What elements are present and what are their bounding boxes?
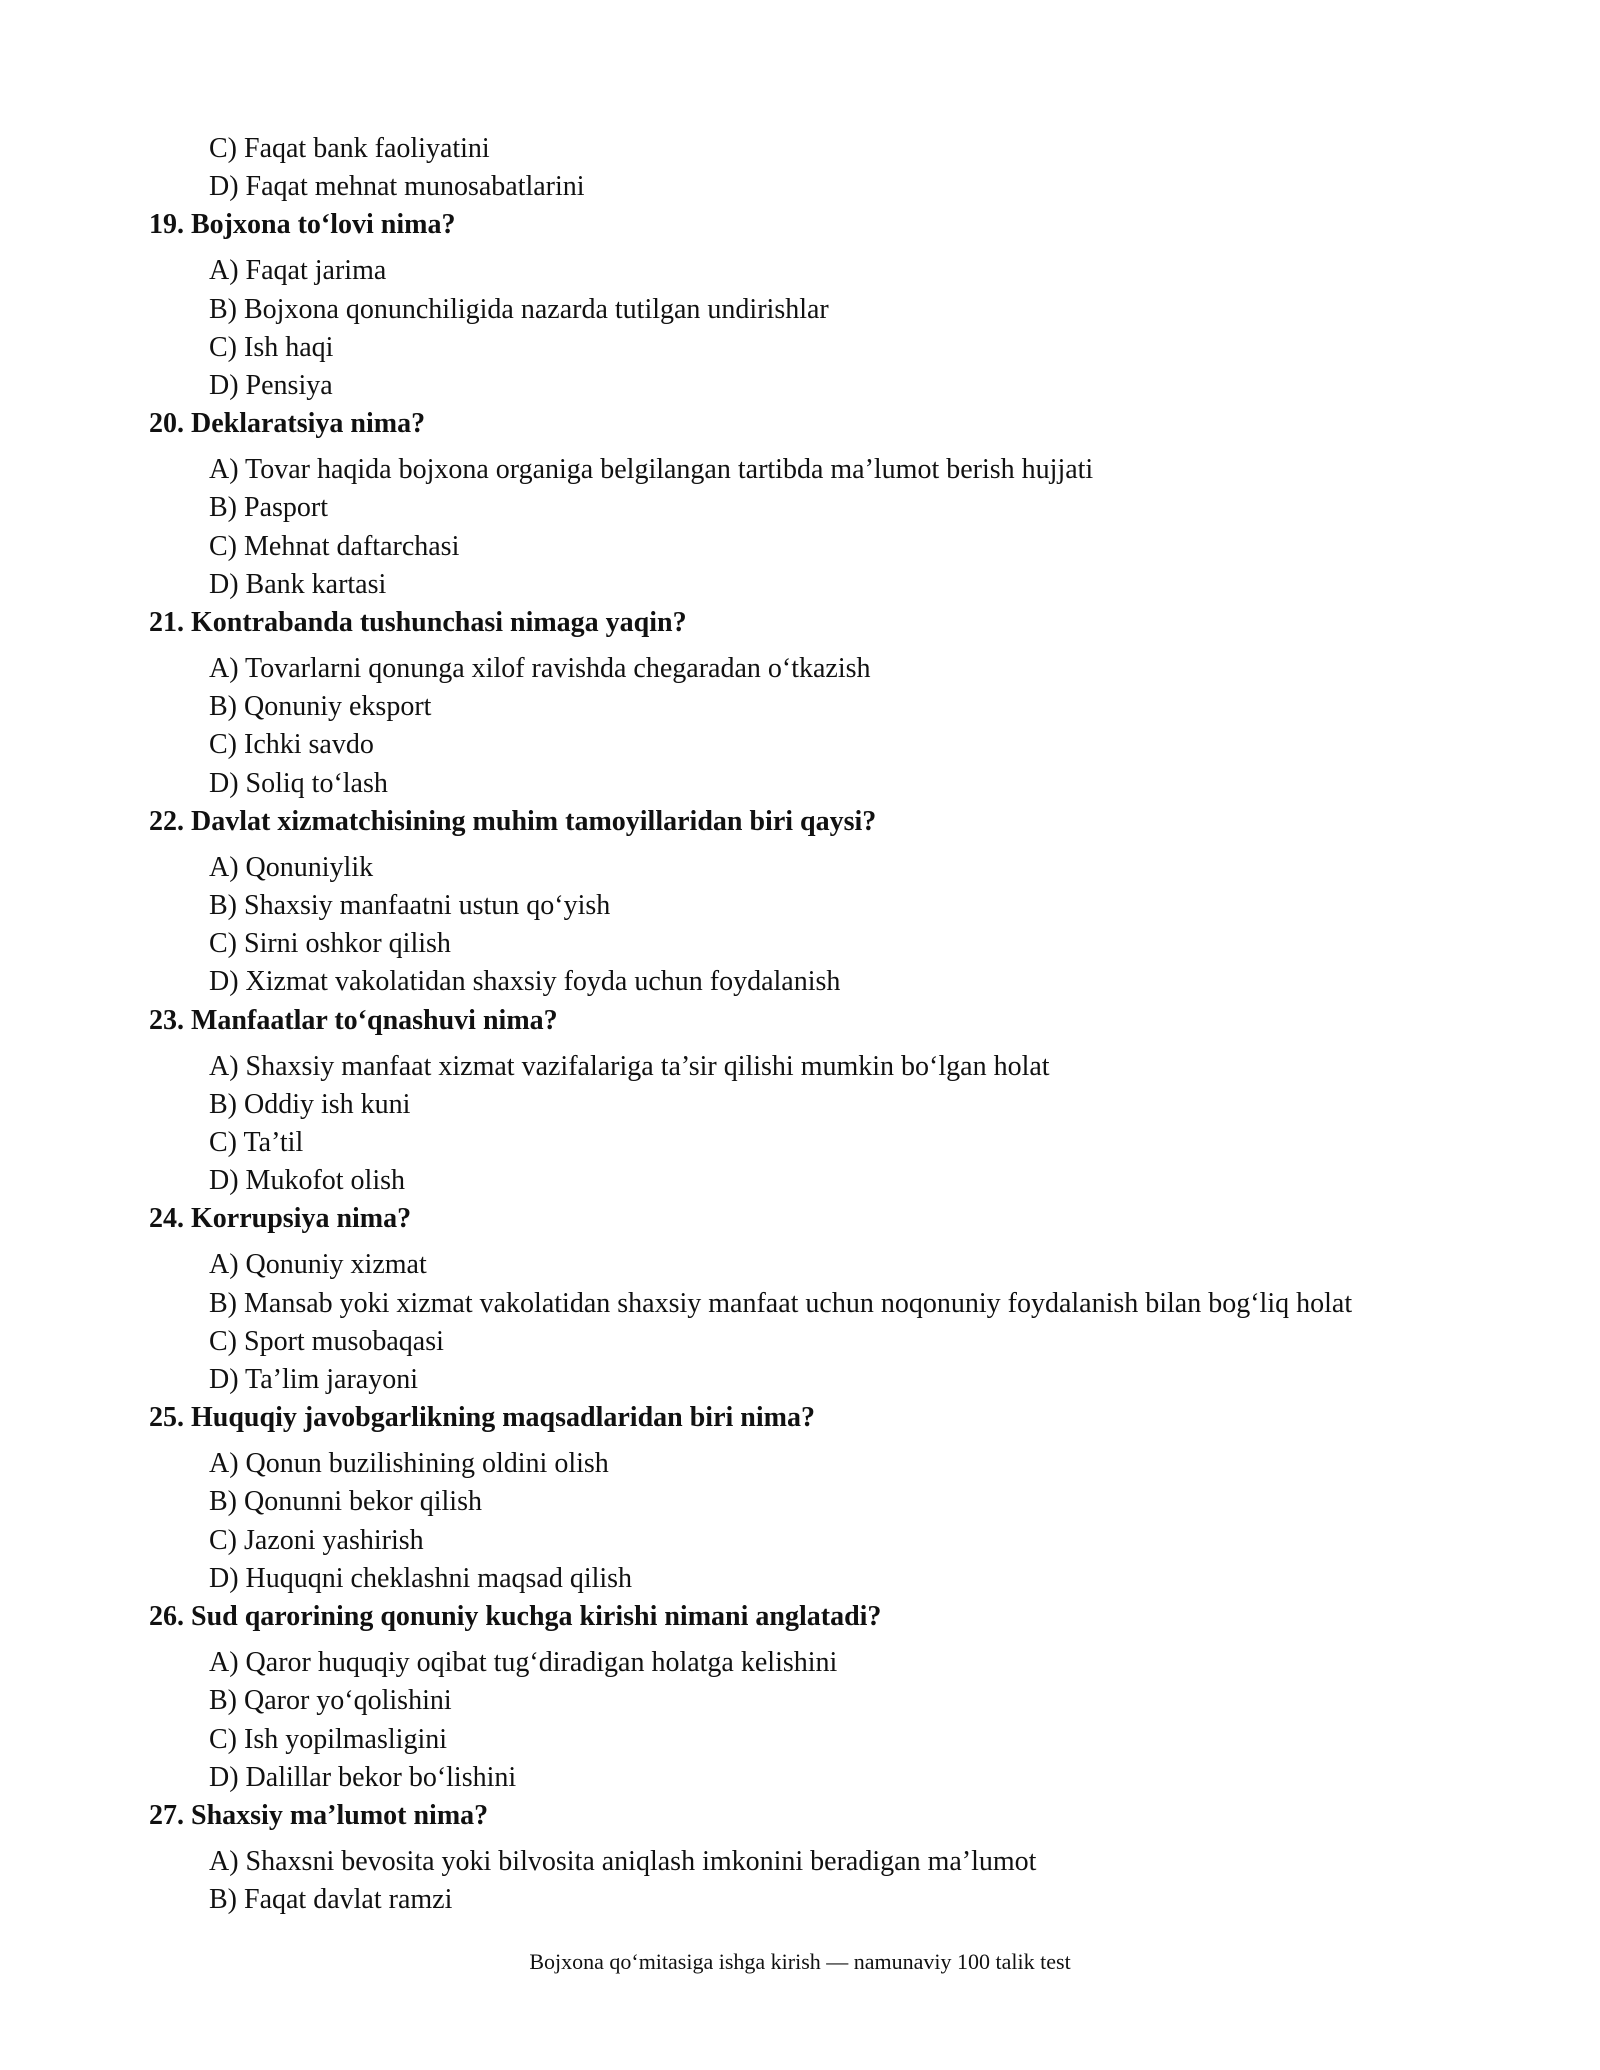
question-block [149,405,1449,604]
answer-option: C) Ish haqi [209,331,334,363]
question-text: 25. Huquqiy javobgarlikning maqsadlaridan biri nima? [149,1402,815,1434]
question-text: 21. Kontrabanda tushunchasi nimaga yaqin? [149,607,687,639]
answer-option: B) Shaxsiy manfaatni ustun qo‘yish [209,890,611,922]
answer-option: A) Faqat jarima [209,255,387,287]
answer-option: B) Faqat davlat ramzi [209,1884,453,1916]
answer-option: B) Mansab yoki xizmat vakolatidan shaxsiy manfaat uchun noqonuniy foydalanish bilan bog‘liq holat [209,1287,1353,1319]
answer-option: C) Ish yopilmasligini [209,1723,447,1755]
answer-option: B) Qonunni bekor qilish [209,1486,482,1518]
question-block [149,1002,1449,1201]
answer-option: D) Xizmat vakolatidan shaxsiy foyda uchun foydalanish [209,966,841,998]
question-block [149,803,1449,1002]
answer-option: A) Shaxsni bevosita yoki bilvosita aniqlash imkonini beradigan ma’lumot [209,1845,1037,1877]
question-block [149,1399,1449,1598]
answer-option: A) Qonuniylik [209,851,374,883]
question-text: 19. Bojxona to‘lovi nima? [149,209,456,241]
answer-option: A) Tovar haqida bojxona organiga belgilangan tartibda ma’lumot berish hujjati [209,454,1094,486]
answer-option: A) Shaxsiy manfaat xizmat vazifalariga ta’sir qilishi mumkin bo‘lgan holat [209,1050,1050,1082]
document-body [149,130,1449,1919]
question-block [149,1797,1449,1919]
answer-option: D) Faqat mehnat munosabatlarini [209,171,585,203]
question-text: 24. Korrupsiya nima? [149,1203,412,1235]
answer-option: D) Dalillar bekor bo‘lishini [209,1761,517,1793]
answer-option: C) Ta’til [209,1127,304,1159]
question-text: 22. Davlat xizmatchisining muhim tamoyillaridan biri qaysi? [149,805,877,837]
answer-option: A) Qonun buzilishining oldini olish [209,1448,609,1480]
page-footer: Bojxona qo‘mitasiga ishga kirish — namunaviy 100 talik test [529,1949,1071,1974]
answer-option: A) Qonuniy xizmat [209,1249,427,1281]
question-block [149,1200,1449,1399]
answer-option: B) Pasport [209,492,328,524]
answer-option: D) Bank kartasi [209,568,387,600]
answer-option: A) Tovarlarni qonunga xilof ravishda chegaradan o‘tkazish [209,653,871,685]
answer-option: D) Pensiya [209,370,333,402]
answer-option: D) Soliq to‘lash [209,767,388,799]
answer-option: D) Ta’lim jarayoni [209,1364,419,1396]
answer-option: B) Bojxona qonunchiligida nazarda tutilgan undirishlar [209,293,829,325]
answer-option: C) Sirni oshkor qilish [209,928,451,960]
answer-option: C) Faqat bank faoliyatini [209,133,490,164]
continued-options [149,130,1449,206]
answer-option: A) Qaror huquqiy oqibat tug‘diradigan holatga kelishini [209,1647,838,1679]
answer-option: D) Huquqni cheklashni maqsad qilish [209,1562,633,1594]
question-text: 23. Manfaatlar to‘qnashuvi nima? [149,1004,558,1036]
answer-option: C) Mehnat daftarchasi [209,530,460,562]
question-block [149,206,1449,405]
answer-option: C) Ichki savdo [209,729,374,761]
question-text: 26. Sud qarorining qonuniy kuchga kirishi nimani anglatadi? [149,1601,882,1633]
answer-option: B) Qaror yo‘qolishini [209,1685,452,1717]
answer-option: C) Sport musobaqasi [209,1325,444,1357]
question-text: 27. Shaxsiy ma’lumot nima? [149,1799,489,1831]
answer-option: B) Oddiy ish kuni [209,1088,411,1120]
question-text: 20. Deklaratsiya nima? [149,408,426,440]
answer-option: D) Mukofot olish [209,1165,405,1197]
question-block [149,1598,1449,1797]
answer-option: B) Qonuniy eksport [209,691,432,723]
question-block [149,604,1449,803]
answer-option: C) Jazoni yashirish [209,1524,424,1556]
